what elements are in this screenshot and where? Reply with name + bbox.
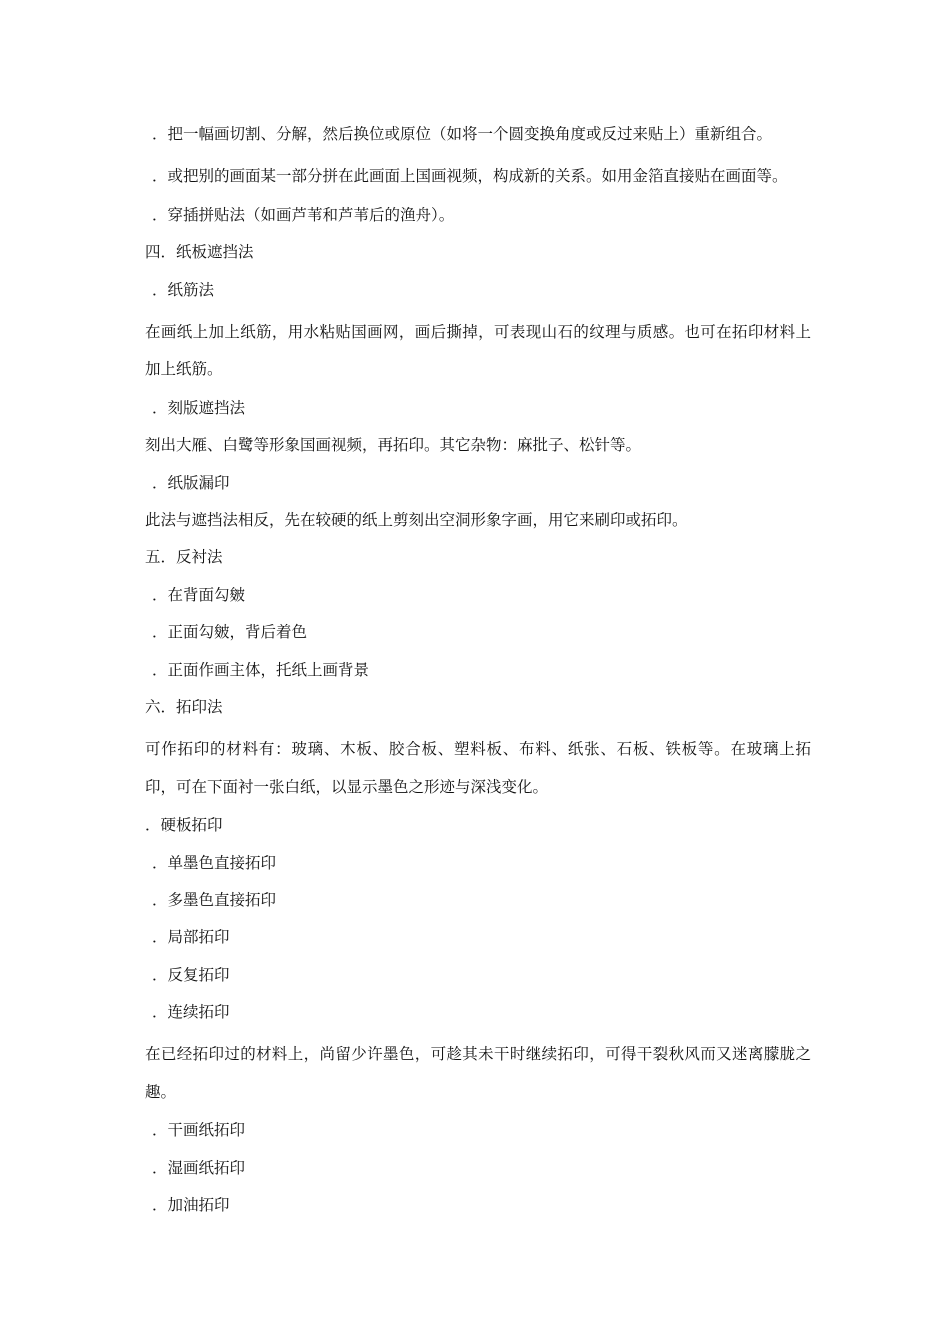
list-item: ．正面作画主体，托纸上画背景 bbox=[152, 660, 370, 679]
document-body bbox=[145, 121, 811, 1229]
list-item: ．反复拓印 bbox=[152, 965, 230, 984]
list-item: ．湿画纸拓印 bbox=[152, 1158, 246, 1177]
list-item: ．把一幅画切割、分解，然后换位或原位（如将一个圆变换角度或反过来贴上）重新组合。 bbox=[152, 125, 773, 143]
paragraph: 刻出大雁、白鹭等形象国画视频，再拓印。其它杂物：麻批子、松针等。 bbox=[145, 436, 642, 455]
section-heading: 五．反衬法 bbox=[145, 548, 223, 567]
list-item: ．多墨色直接拓印 bbox=[152, 890, 277, 909]
list-item: ．纸筋法 bbox=[152, 280, 215, 299]
list-item: ．刻版遮挡法 bbox=[152, 398, 246, 417]
list-item: ．加油拓印 bbox=[152, 1196, 230, 1215]
list-item: ．纸版漏印 bbox=[152, 473, 230, 492]
paragraph: 可作拓印的材料有：玻璃、木板、胶合板、塑料板、布料、纸张、石板、铁板等。在玻璃上拓印，可在下面衬一张白纸，以显示墨色之形迹与深浅变化。 bbox=[145, 740, 811, 796]
list-item: ．正面勾皴，背后着色 bbox=[152, 623, 308, 642]
list-item: ．干画纸拓印 bbox=[152, 1121, 246, 1140]
paragraph: 此法与遮挡法相反，先在较硬的纸上剪刻出空洞形象字画，用它来刷印或拓印。 bbox=[145, 510, 688, 529]
paragraph: 在已经拓印过的材料上，尚留少许墨色，可趁其未干时继续拓印，可得干裂秋风而又迷离朦胧之趣。 bbox=[145, 1045, 811, 1101]
list-item: ．在背面勾皴 bbox=[152, 585, 246, 604]
paragraph: 在画纸上加上纸筋，用水粘贴国画网，画后撕掉，可表现山石的纹理与质感。也可在拓印材料上加上纸筋。 bbox=[145, 322, 811, 379]
list-item: ．硬板拓印 bbox=[145, 816, 223, 835]
section-heading: 四．纸板遮挡法 bbox=[145, 243, 254, 262]
list-item: ．穿插拼贴法（如画芦苇和芦苇后的渔舟）。 bbox=[152, 205, 455, 224]
list-item: ．局部拓印 bbox=[152, 928, 230, 947]
list-item: ．单墨色直接拓印 bbox=[152, 853, 277, 872]
section-heading: 六．拓印法 bbox=[145, 697, 223, 716]
list-item: ．连续拓印 bbox=[152, 1003, 230, 1022]
list-item: ．或把别的画面某一部分拼在此画面上国画视频，构成新的关系。如用金箔直接贴在画面等。 bbox=[152, 167, 788, 186]
